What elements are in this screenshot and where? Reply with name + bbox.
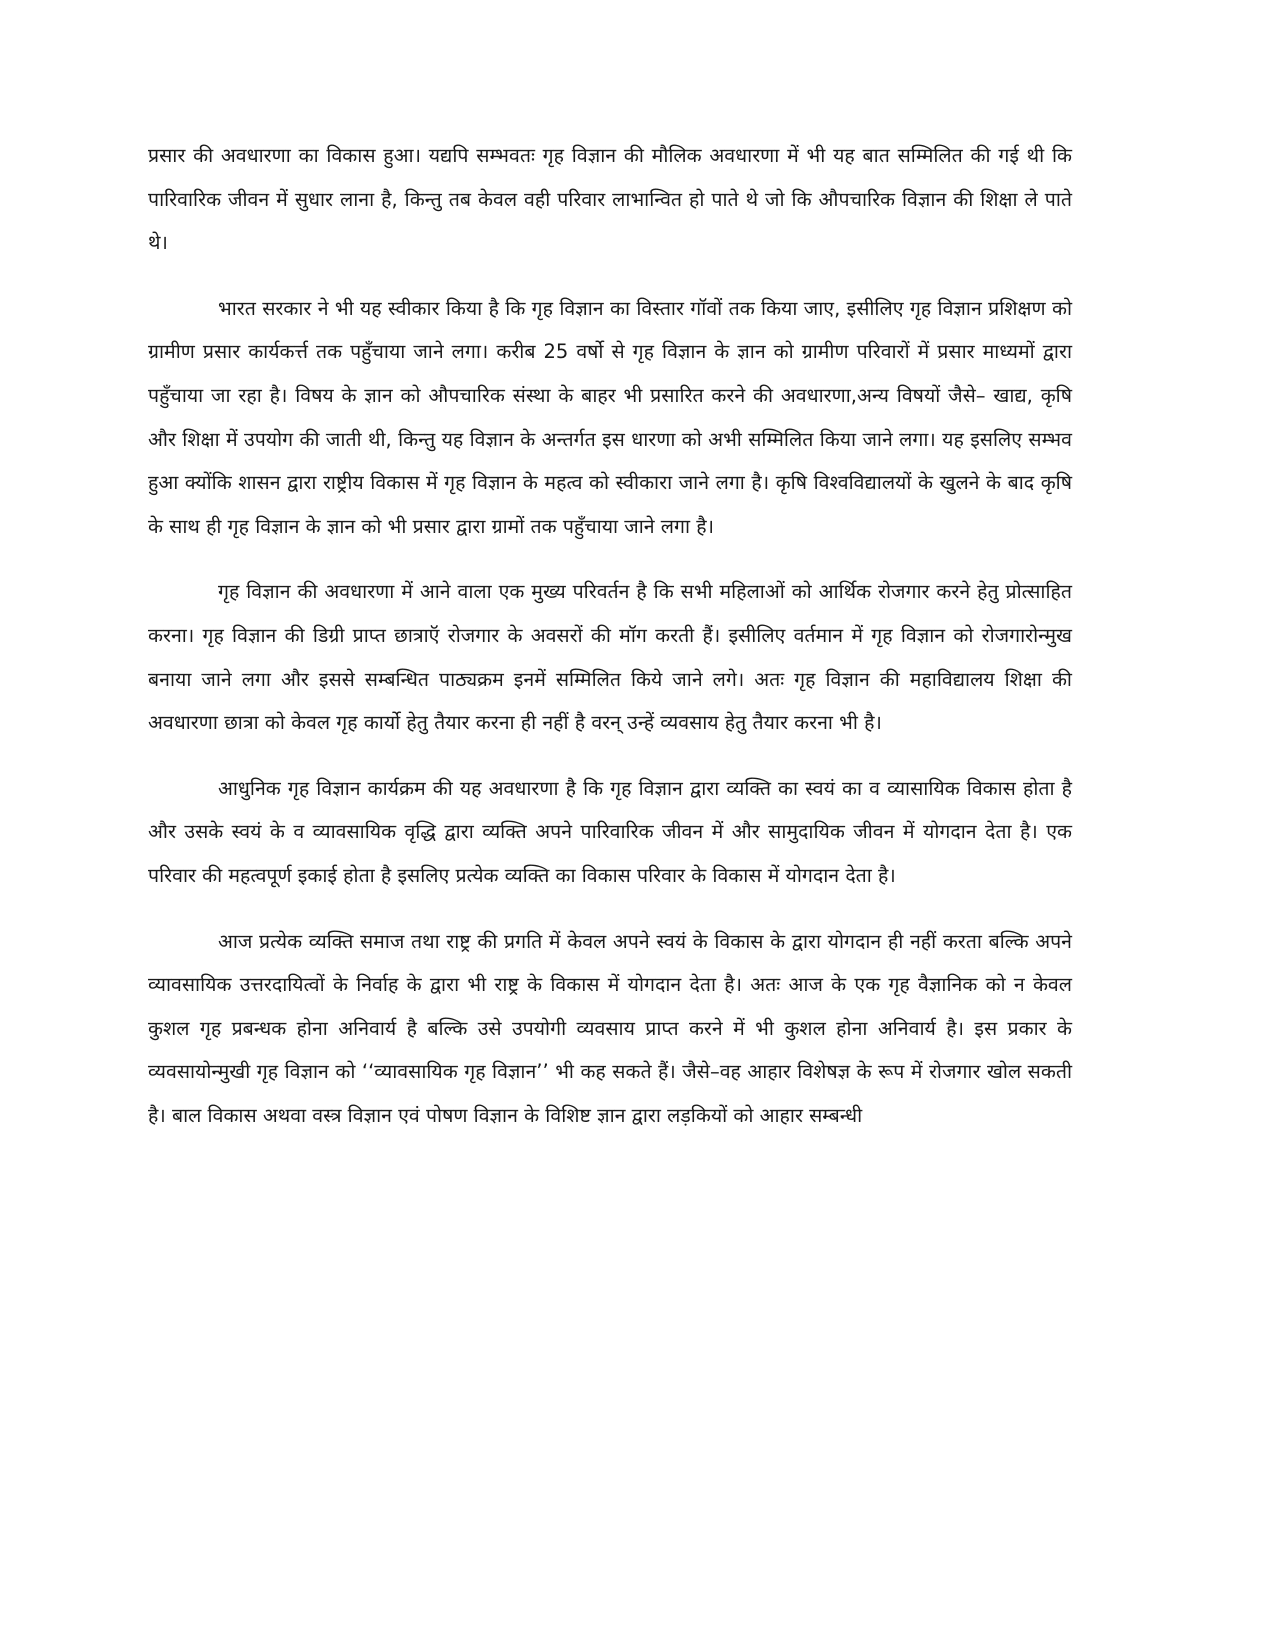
paragraph-2: भारत सरकार ने भी यह स्वीकार किया है कि गृह विज्ञान का विस्तार गॉवों तक किया जाए, इसीलिए गृह विज्ञान प्रशिक्षण को ग्रामीण प्रसार कार्यकर्त्त तक पहुँचाया जाने लगा। करीब 25 वर्षो से गृह विज्ञान के ज्ञान को ग्रामीण परिवारों में प्रसार माध्यमों द्वारा पहुँचाया जा रहा है। विषय के ज्ञान को औपचारिक संस्था के बाहर भी प्रसारित करने की अवधारणा,अन्य विषयों जैसे– खाद्य, कृषि और शिक्षा में उपयोग की जाती थी, किन्तु यह विज्ञान के अन्तर्गत इस धारणा को अभी सम्मिलित किया जाने लगा। यह इसलिए सम्भव हुआ क्योंकि शासन द्वारा राष्ट्रीय विकास में गृह विज्ञान के महत्व को स्वीकारा जाने लगा है। कृषि विश्वविद्यालयों के खुलने के बाद कृषि के साथ ही गृह विज्ञान के ज्ञान को भी प्रसार द्वारा ग्रामों तक पहुँचाया जाने लगा है। xyxy=(148,296,1072,538)
paragraph-4: आधुनिक गृह विज्ञान कार्यक्रम की यह अवधारणा है कि गृह विज्ञान द्वारा व्यक्ति का स्वयं का व व्यासायिक विकास होता है और उसके स्वयं के व व्यावसायिक वृद्धि द्वारा व्यक्ति अपने पारिवारिक जीवन में और सामुदायिक जीवन में योगदान देता है। एक परिवार की महत्वपूर्ण इकाई होता है इसलिए प्रत्येक व्यक्ति का विकास परिवार के विकास में योगदान देता है। xyxy=(148,776,1072,887)
paragraph-5: आज प्रत्येक व्यक्ति समाज तथा राष्ट्र की प्रगति में केवल अपने स्वयं के विकास के द्वारा योगदान ही नहीं करता बल्कि अपने व्यावसायिक उत्तरदायित्वों के निर्वाह के द्वारा भी राष्ट्र के विकास में योगदान देता है। अतः आज के एक गृह वैज्ञानिक को न केवल कुशल गृह प्रबन्धक होना अनिवार्य है बल्कि उसे उपयोगी व्यवसाय प्राप्त करने में भी कुशल होना अनिवार्य है। इस प्रकार के व्यवसायोन्मुखी गृह विज्ञान को ‘‘व्यावसायिक गृह विज्ञान’’ भी कह सकते हैं। जैसे–वह आहार विशेषज्ञ के रूप में रोजगार खोल सकती है। बाल विकास अथवा वस्त्र विज्ञान एवं पोषण विज्ञान के विशिष्ट ज्ञान द्वारा लड़कियों को आहार सम्बन्धी xyxy=(148,929,1072,1127)
paragraph-3: गृह विज्ञान की अवधारणा में आने वाला एक मुख्य परिवर्तन है कि सभी महिलाओं को आर्थिक रोजगार करने हेतु प्रोत्साहित करना। गृह विज्ञान की डिग्री प्राप्त छात्राऍ रोजगार के अवसरों की मॉग करती हैं। इसीलिए वर्तमान में गृह विज्ञान को रोजगारोन्मुख बनाया जाने लगा और इससे सम्बन्धित पाठ्यक्रम इनमें सम्मिलित किये जाने लगे। अतः गृह विज्ञान की महाविद्यालय शिक्षा की अवधारणा छात्रा को केवल गृह कार्यो हेतु तैयार करना ही नहीं है वरन् उन्हें व्यवसाय हेतु तैयार करना भी है। xyxy=(148,580,1072,735)
document-page xyxy=(148,134,1072,1159)
paragraph-1: प्रसार की अवधारणा का विकास हुआ। यद्यपि सम्भवतः गृह विज्ञान की मौलिक अवधारणा में भी यह बात सम्मिलित की गई थी कि पारिवारिक जीवन में सुधार लाना है, किन्तु तब केवल वही परिवार लाभान्वित हो पाते थे जो कि औपचारिक विज्ञान की शिक्षा ले पाते थे। xyxy=(148,144,1072,255)
